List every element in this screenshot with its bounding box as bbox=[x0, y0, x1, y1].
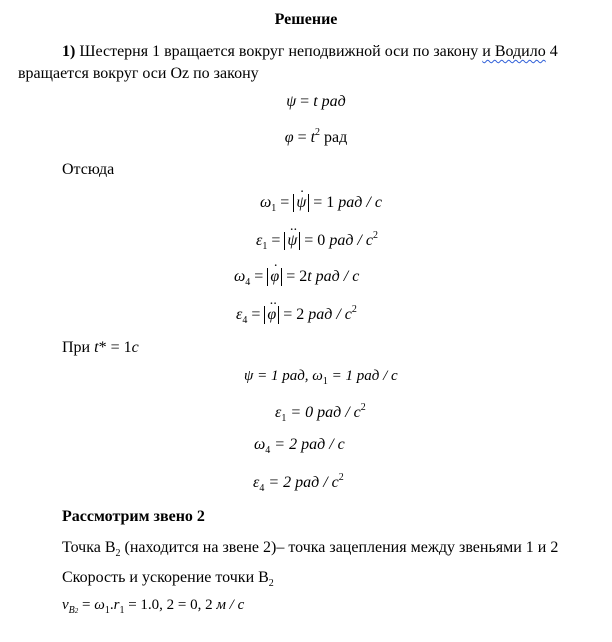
speed-line: Скорость и ускорение точки $В_2$ bbox=[62, 569, 274, 589]
section-heading: Рассмотрим звено 2 bbox=[62, 508, 205, 525]
item-1-line-1 bbox=[62, 44, 558, 60]
equation-epsilon1: $\varepsilon_1$ = ·· ψ = 0 рад / $с^2$ bbox=[256, 231, 378, 252]
equation-psi: ψ = t рад bbox=[286, 93, 346, 110]
point-b2-line: Точка $В_2$ (находится на звене 2)– точка зацепления между звеньями 1 и 2 bbox=[62, 539, 559, 559]
item-1-line-2: вращается вокруг оси Oz по закону bbox=[18, 65, 259, 82]
item-number: 1) bbox=[62, 43, 76, 60]
result-line-1: ψ = 1 рад, $\omega_1 = 1$ рад / с bbox=[244, 368, 398, 387]
spellcheck-text: и Водило bbox=[482, 43, 546, 60]
equation-omega1: $\omega_1$ = · ψ = 1 рад / с bbox=[260, 194, 382, 214]
result-line-3: $\omega_4 = 2$ рад / с bbox=[254, 436, 345, 456]
item-text-a: Шестерня 1 вращается вокруг неподвижной оси по закону bbox=[75, 43, 483, 60]
result-line-4: $\varepsilon_4 = 2$ рад / $с^2$ bbox=[253, 472, 344, 494]
page-title: Решение bbox=[274, 11, 338, 28]
item-text-b: 4 bbox=[545, 43, 558, 60]
equation-vb2: $v_{B2} = \omega_1.r_1 = 1.0$, 2 = 0, 2 м / с bbox=[62, 597, 245, 616]
pri-line: При t* = 1с bbox=[62, 339, 139, 356]
equation-phi: $\varphi = t^2$ рад bbox=[284, 127, 348, 146]
otsyuda-label: Отсюда bbox=[62, 161, 115, 178]
equation-epsilon4: $\varepsilon_4$ = ·· φ = 2 рад / $с^2$ bbox=[236, 305, 357, 326]
equation-omega4: $\omega_4$ = · φ = 2t рад / с bbox=[234, 268, 359, 288]
result-line-2: $\varepsilon_1 = 0$ рад / $с^2$ bbox=[275, 402, 366, 424]
